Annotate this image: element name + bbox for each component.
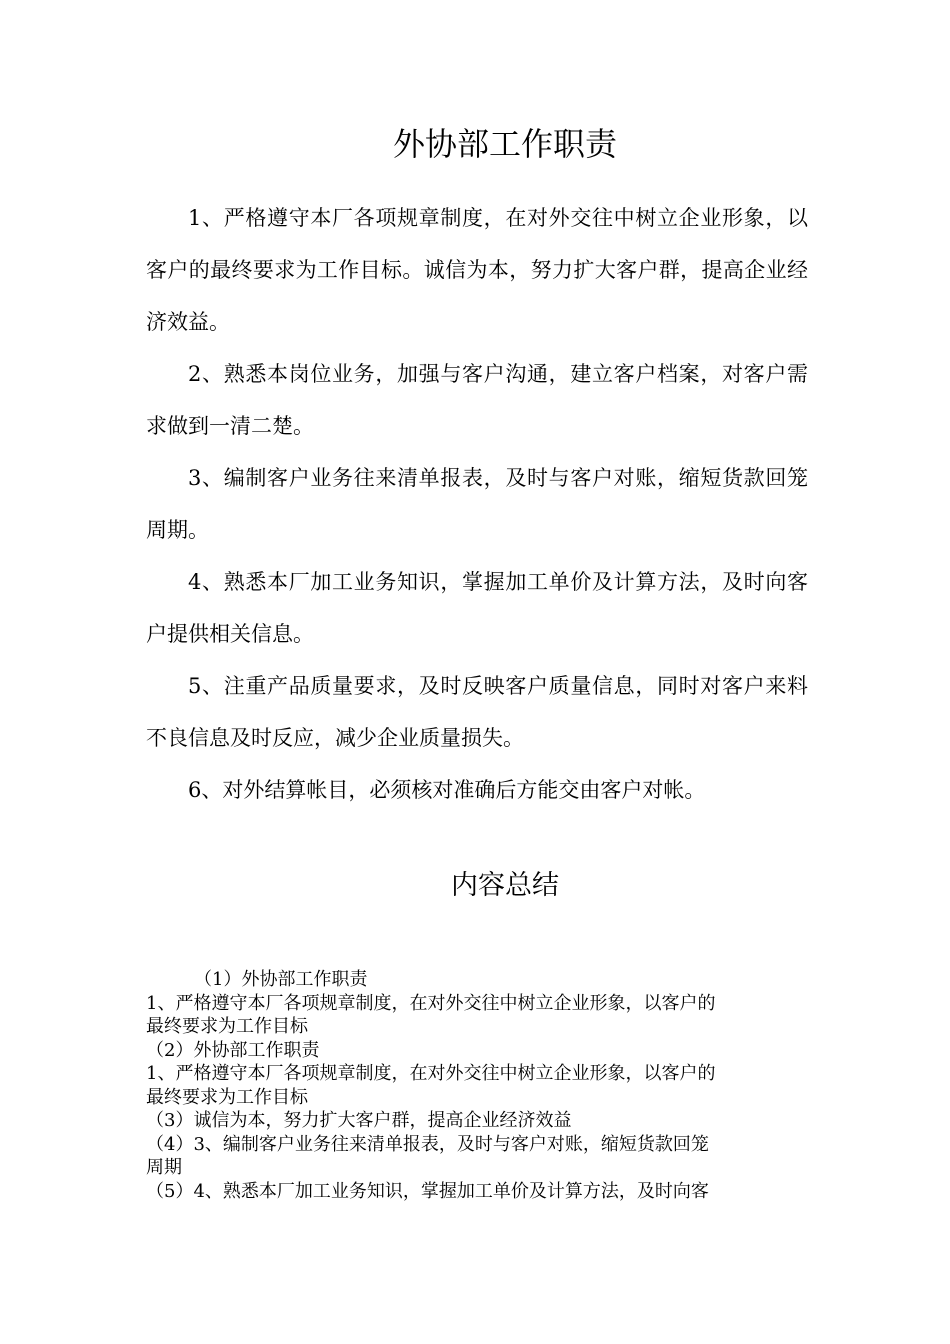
- document-title: 外协部工作职责: [392, 125, 617, 163]
- duty-item-3: 3、编制客户业务往来清单报表，及时与客户对账，缩短货款回笼周期。: [146, 466, 808, 542]
- summary-line: 最终要求为工作目标: [146, 1016, 308, 1037]
- summary-line: 1、严格遵守本厂各项规章制度，在对外交往中树立企业形象，以客户的: [146, 1063, 716, 1084]
- duty-item-6: 6、对外结算帐目，必须核对准确后方能交由客户对帐。: [188, 778, 706, 802]
- summary-line: 周期: [146, 1157, 182, 1178]
- summary-line: 1、严格遵守本厂各项规章制度，在对外交往中树立企业形象，以客户的: [146, 992, 716, 1014]
- duty-item-5: 5、注重产品质量要求，及时反映客户质量信息，同时对客户来料不良信息及时反应，减少企业质量损失。: [146, 674, 808, 750]
- summary-line: （3）诚信为本，努力扩大客户群，提高企业经济效益: [146, 1110, 572, 1131]
- summary-title: 内容总结: [451, 870, 559, 901]
- duties-list: [146, 192, 808, 816]
- summary-line: 最终要求为工作目标: [146, 1086, 308, 1108]
- duty-item-4: 4、熟悉本厂加工业务知识，掌握加工单价及计算方法，及时向客户提供相关信息。: [146, 570, 808, 646]
- duty-item-1: 1、严格遵守本厂各项规章制度，在对外交往中树立企业形象，以客户的最终要求为工作目标。诚信为本，努力扩大客户群，提高企业经济效益。: [146, 206, 808, 334]
- summary-list: [146, 968, 806, 1203]
- summary-line: （1）外协部工作职责: [194, 969, 368, 990]
- summary-line: （4）3、编制客户业务往来清单报表，及时与客户对账，缩短货款回笼: [146, 1133, 709, 1155]
- duty-item-2: 2、熟悉本岗位业务，加强与客户沟通，建立客户档案，对客户需求做到一清二楚。: [146, 362, 808, 438]
- summary-line: （5）4、熟悉本厂加工业务知识，掌握加工单价及计算方法，及时向客: [146, 1180, 709, 1202]
- summary-line: （2）外协部工作职责: [146, 1039, 320, 1061]
